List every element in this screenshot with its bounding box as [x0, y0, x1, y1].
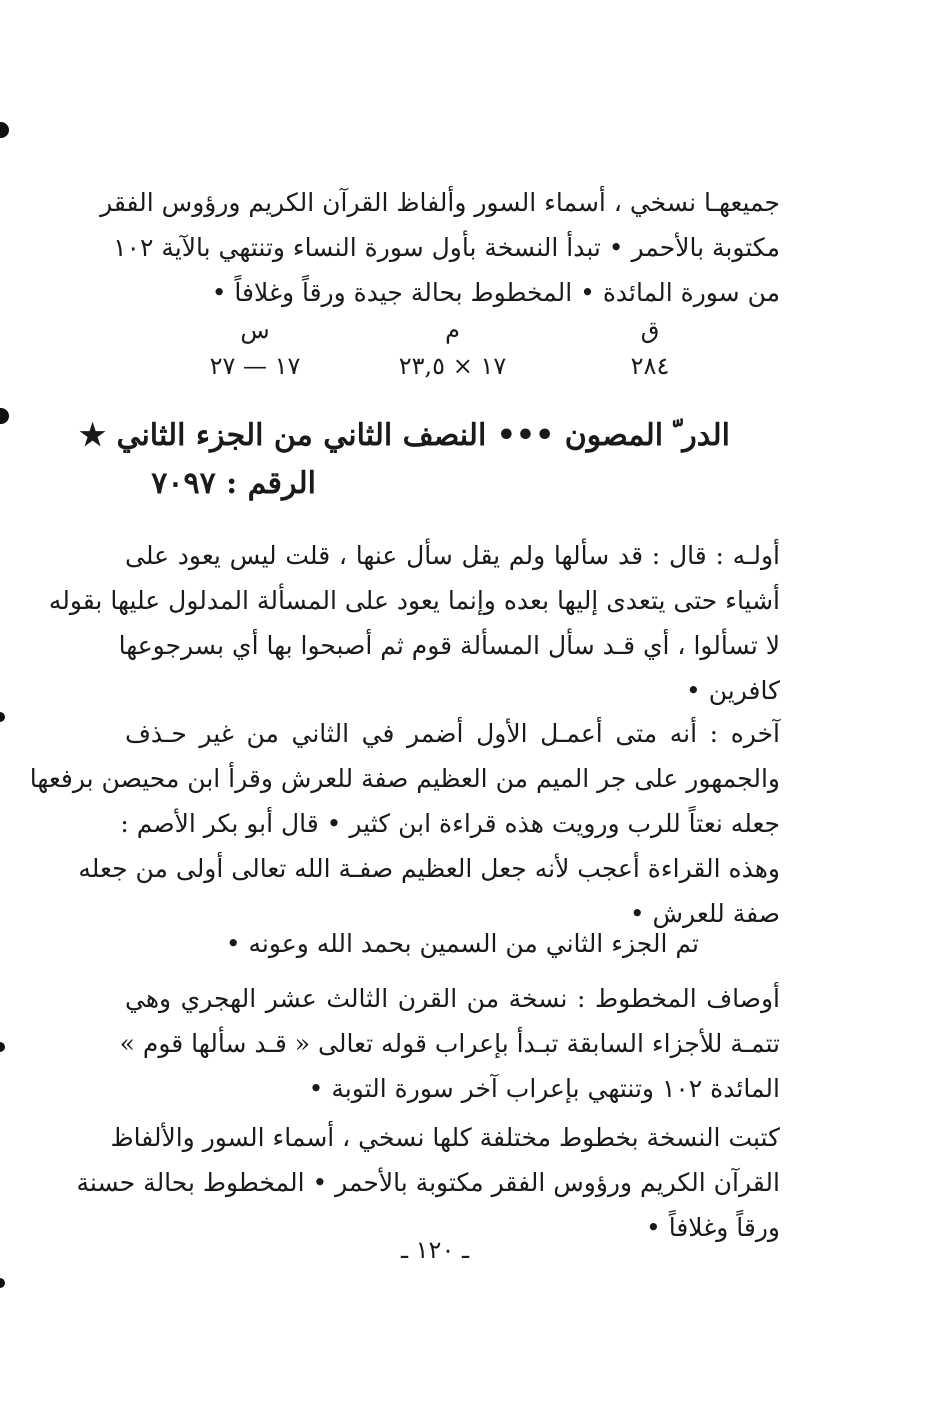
text-line: جعله نعتاً للرب ورويت هذه قراءة ابن كثير • قال أبو بكر الأصم : [120, 809, 780, 838]
opening-paragraph [48, 533, 780, 713]
dimension-header: م [445, 316, 460, 344]
dimension-header: ق [640, 316, 660, 344]
entry-title: الدر ّ المصون ••• النصف الثاني من الجزء الثاني ★ [79, 418, 730, 453]
binding-mark [0, 712, 5, 722]
ending-paragraph [29, 711, 780, 936]
binding-mark [0, 408, 9, 424]
script-paragraph [76, 1115, 780, 1250]
binding-mark [0, 1042, 5, 1052]
text-line: كتبت النسخة بخطوط مختلفة كلها نسخي ، أسماء السور والألفاظ [110, 1123, 780, 1152]
text-line: صفة للعرش • [629, 899, 780, 928]
text-line: أوصاف المخطوط : نسخة من القرن الثالث عشر الهجري وهي [125, 984, 780, 1013]
text-line: كافرين • [686, 676, 780, 705]
text-line: وهذه القراءة أعجب لأنه جعل العظيم صفـة الله تعالى أولى من جعله [78, 854, 780, 883]
dimension-value: ١٧ — ٢٧ [209, 352, 301, 380]
text-line: لا تسألوا ، أي قـد سأل المسألة قوم ثم أصبحوا بها أي بسرجوعها [118, 631, 780, 660]
text-line: المائدة ١٠٢ وتنتهي بإعراب آخر سورة التوبة • [308, 1074, 780, 1103]
description-paragraph [119, 976, 780, 1111]
dimensions-values [180, 352, 725, 380]
text-line: جميعهـا نسخي ، أسماء السور وألفاظ القرآن الكريم ورؤوس الفقر [100, 188, 780, 217]
text-line: القرآن الكريم ورؤوس الفقر مكتوبة بالأحمر • المخطوط بحالة حسنة [76, 1168, 780, 1197]
binding-mark [0, 1278, 5, 1288]
colophon-line: تم الجزء الثاني من السمين بحمد الله وعونه • [225, 929, 699, 958]
text-line: تتمـة للأجزاء السابقة تبـدأ بإعراب قوله تعالى « قـد سألها قوم » [119, 1029, 780, 1058]
text-line: مكتوبة بالأحمر • تبدأ النسخة بأول سورة النساء وتنتهي بالآية ١٠٢ [113, 233, 780, 262]
text-line: والجمهور على جر الميم من العظيم صفة للعرش وقرأ ابن محيصن برفعها [29, 764, 780, 793]
dimension-value: ٢٨٤ [630, 352, 670, 380]
text-line: ورقاً وغلافاً • [646, 1213, 780, 1242]
page-number: ـ ١٢٠ ـ [400, 1236, 469, 1264]
intro-paragraph [100, 180, 780, 315]
entry-number: الرقم : ٧٠٩٧ [151, 466, 316, 501]
dimension-header: س [240, 316, 270, 344]
text-line: آخره : أنه متى أعمـل الأول أضمر في الثاني من غير حـذف [125, 719, 780, 748]
text-line: أولـه : قال : قد سألها ولم يقل سأل عنها ، قلت ليس يعود على [125, 541, 780, 570]
text-line: من سورة المائدة • المخطوط بحالة جيدة ورقاً وغلافاً • [211, 278, 780, 307]
binding-mark [0, 122, 9, 138]
dimensions-table [180, 316, 725, 380]
dimension-value: ١٧ × ٢٣,٥ [398, 352, 507, 380]
dimensions-headers [180, 316, 725, 344]
text-line: أشياء حتى يتعدى إليها بعده وإنما يعود على المسألة المدلول عليها بقوله [48, 586, 780, 615]
